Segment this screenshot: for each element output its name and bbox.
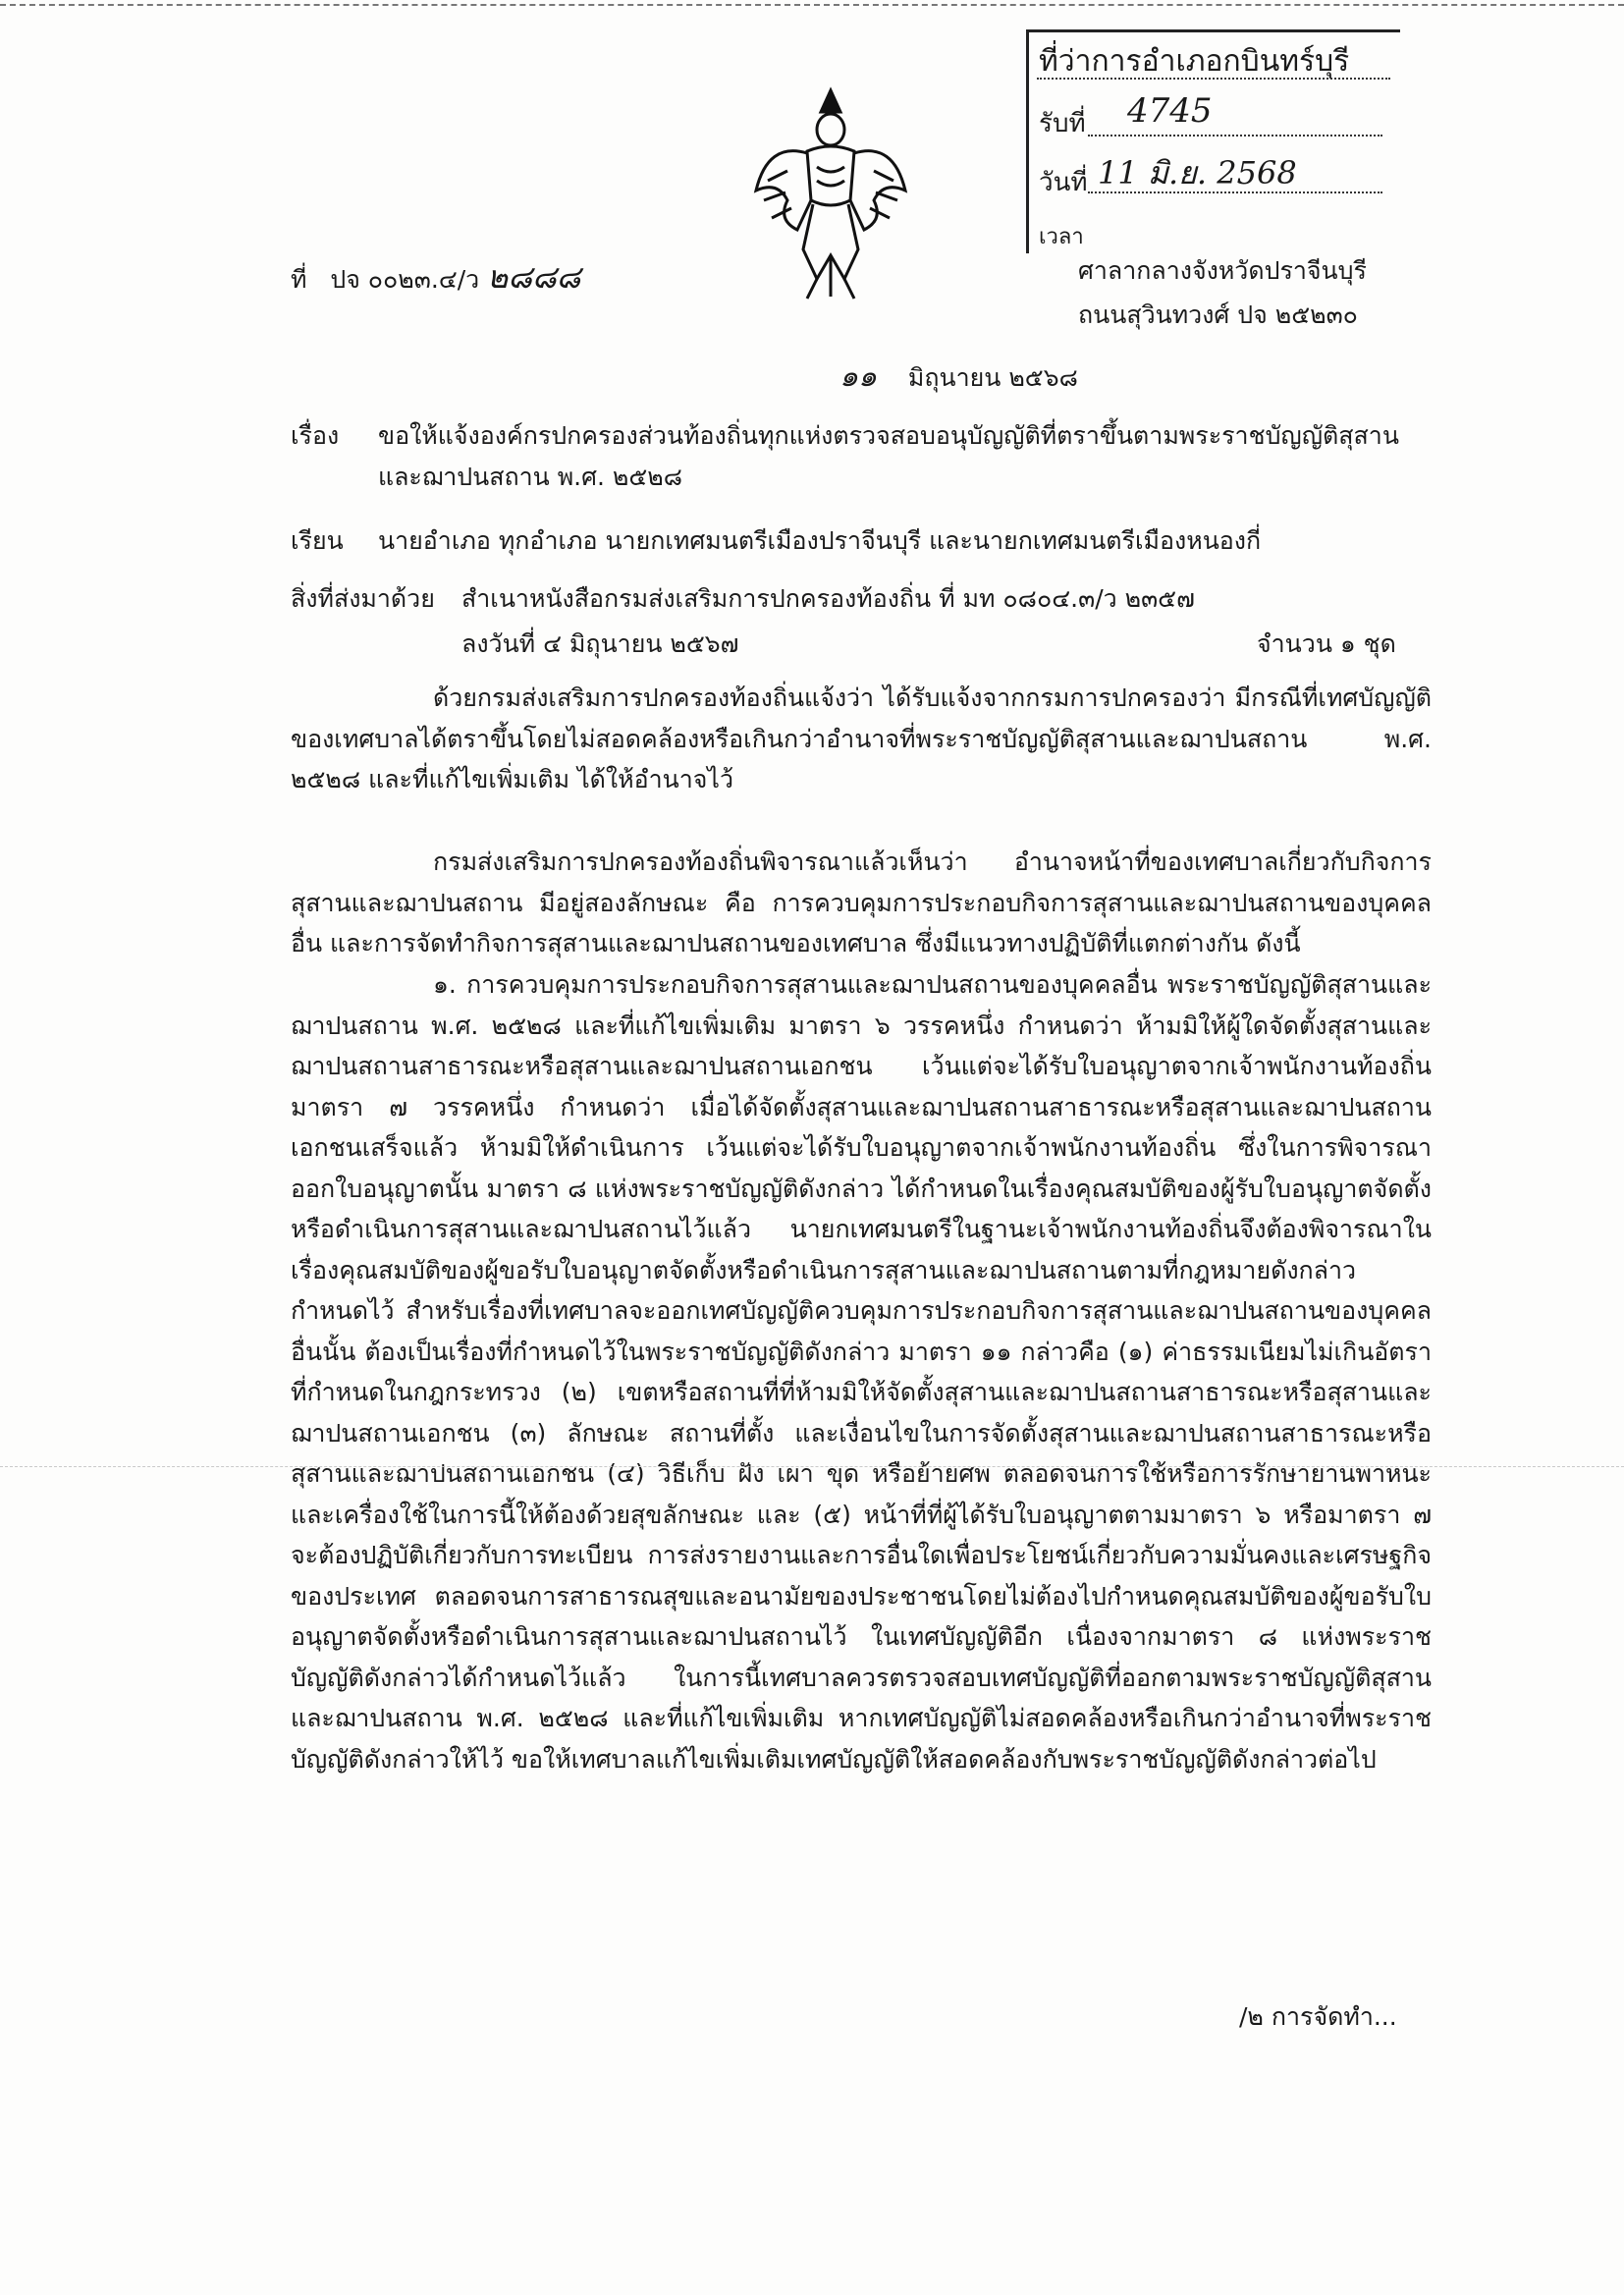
- received-stamp: [1026, 29, 1400, 253]
- stamp-time-label: เวลา: [1039, 225, 1084, 249]
- stamp-received-label: รับที่: [1039, 109, 1086, 138]
- continuation-marker: /๒ การจัดทำ...: [1239, 2002, 1397, 2031]
- paragraph-3: ๑. การควบคุมการประกอบกิจการสุสานและฌาปนสถานของบุคคลอื่น พระราชบัญญัติสุสานและฌาปนสถาน พ.ศ. ๒๕๒๘ และที่แก้ไขเพิ่มเติม มาตรา ๖ วรรคหนึ่ง กำหนดว่า ห้ามมิให้ผู้ใดจัดตั้งสุสานและฌาปนสถานสาธารณะหรือสุสานและฌาปนสถานเอกชน เว้นแต่จะได้รับใบอนุญาตจากเจ้าพนักงานท้องถิ่น มาตรา ๗ วรรคหนึ่ง กำหนดว่า เมื่อได้จัดตั้งสุสานและฌาปนสถานสาธารณะหรือสุสานและฌาปนสถานเอกชนเสร็จแล้ว ห้ามมิให้ดำเนินการ เว้นแต่จะได้รับใบอนุญาตจากเจ้าพนักงานท้องถิ่น ซึ่งในการพิจารณาออกใบอนุญาตนั้น มาตรา ๘ แห่งพระราชบัญญัติดังกล่าว ได้กำหนดในเรื่องคุณสมบัติของผู้รับใบอนุญาตจัดตั้งหรือดำเนินการสุสานและฌาปนสถานไว้แล้ว นายกเทศมนตรีในฐานะเจ้าพนักงานท้องถิ่นจึงต้องพิจารณาในเรื่องคุณสมบัติของผู้ขอรับใบอนุญาตจัดตั้งหรือดำเนินการสุสานและฌาปนสถานตามที่กฎหมายดังกล่าวกำหนดไว้ สำหรับเรื่องที่เทศบาลจะออกเทศบัญญัติควบคุมการประกอบกิจการสุสานและฌาปนสถานของบุคคลอื่นนั้น ต้องเป็นเรื่องที่กำหนดไว้ในพระราชบัญญัติดังกล่าว มาตรา ๑๑ กล่าวคือ (๑) ค่าธรรมเนียมไม่เกินอัตราที่กำหนดในกฎกระทรวง (๒) เขตหรือสถานที่ที่ห้ามมิให้จัดตั้งสุสานและฌาปนสถานสาธารณะหรือสุสานและฌาปนสถานเอกชน (๓) ลักษณะ สถานที่ตั้ง และเงื่อนไขในการจัดตั้งสุสานและฌาปนสถานสาธารณะหรือสุสานและฌาปนสถานเอกชน (๔) วิธีเก็บ ฝัง เผา ขุด หรือย้ายศพ ตลอดจนการใช้หรือการรักษายานพาหนะและเครื่องใช้ในการนี้ให้ต้องด้วยสุขลักษณะ และ (๕) หน้าที่ที่ผู้ได้รับใบอนุญาตตามมาตรา ๖ หรือมาตรา ๗ จะต้องปฏิบัติเกี่ยวกับการทะเบียน การส่งรายงานและการอื่นใดเพื่อประโยชน์เกี่ยวกับความมั่นคงและเศรษฐกิจของประเทศ ตลอดจนการสาธารณสุขและอนามัยของประชาชนโดยไม่ต้องไปกำหนดคุณสมบัติของผู้ขอรับใบอนุญาตจัดตั้งหรือดำเนินการสุสานและฌาปนสถานไว้ ในเทศบัญญัติอีก เนื่องจากมาตรา ๘ แห่งพระราชบัญญัติดังกล่าวได้กำหนดไว้แล้ว ในการนี้เทศบาลควรตรวจสอบเทศบัญญัติที่ออกตามพระราชบัญญัติสุสานและฌาปนสถาน พ.ศ. ๒๕๒๘ และที่แก้ไขเพิ่มเติม หากเทศบัญญัติไม่สอดคล้องหรือเกินกว่าอำนาจที่พระราชบัญญัติดังกล่าวให้ไว้ ขอให้เทศบาลแก้ไขเพิ่มเติมเทศบัญญัติให้สอดคล้องกับพระราชบัญญัติดังกล่าวต่อไป: [291, 970, 1432, 1774]
- date-month-year: มิถุนายน ๒๕๖๘: [907, 363, 1078, 392]
- enclosure-line-1: สำเนาหนังสือกรมส่งเสริมการปกครองท้องถิ่น ที่ มท ๐๘๐๔.๓/ว ๒๓๕๗: [461, 584, 1195, 613]
- garuda-emblem-icon: [748, 82, 913, 302]
- paragraph-1: ด้วยกรมส่งเสริมการปกครองท้องถิ่นแจ้งว่า ได้รับแจ้งจากกรมการปกครองว่า มีกรณีที่เทศบัญญัติของเทศบาลได้ตราขึ้นโดยไม่สอดคล้องหรือเกินกว่าอำนาจที่พระราชบัญญัติสุสานและฌาปนสถาน พ.ศ. ๒๕๒๘ และที่แก้ไขเพิ่มเติม ได้ให้อำนาจไว้: [291, 683, 1432, 793]
- letter-date: [839, 358, 1078, 396]
- org-name: ศาลากลางจังหวัดปราจีนบุรี: [1078, 256, 1367, 285]
- reference-line: [291, 257, 580, 297]
- ref-label: ที่: [291, 265, 307, 294]
- subject-line-1: ขอให้แจ้งองค์กรปกครองส่วนท้องถิ่นทุกแห่งตรวจสอบอนุบัญญัติที่ตราขึ้นตามพระราชบัญญัติสุสาน: [378, 421, 1399, 450]
- paragraph-2: กรมส่งเสริมการปกครองท้องถิ่นพิจารณาแล้วเห็นว่า อำนาจหน้าที่ของเทศบาลเกี่ยวกับกิจการสุสานและฌาปนสถาน มีอยู่สองลักษณะ คือ การควบคุมการประกอบกิจการสุสานและฌาปนสถานของบุคคลอื่น และการจัดทำกิจการสุสานและฌาปนสถานของเทศบาล ซึ่งมีแนวทางปฏิบัติที่แตกต่างกัน ดังนี้: [291, 847, 1432, 957]
- scan-edge-line: [0, 4, 1624, 6]
- stamp-rule: [1088, 135, 1382, 137]
- date-day: ๑๑: [839, 359, 878, 394]
- enclosure-quantity: จำนวน ๑ ชุด: [1257, 629, 1396, 658]
- stamp-office: ที่ว่าการอำเภอกบินทร์บุรี: [1039, 44, 1350, 79]
- ref-number: ปจ ๐๐๒๓.๔/ว: [330, 265, 480, 294]
- to-recipients: นายอำเภอ ทุกอำเภอ นายกเทศมนตรีเมืองปราจีนบุรี และนายกเทศมนตรีเมืองหนองกี่: [378, 526, 1262, 555]
- stamp-rule: [1088, 191, 1382, 193]
- stamp-rule: [1037, 78, 1390, 80]
- subject-label: เรื่อง: [291, 421, 340, 450]
- ref-number-handwritten: ๒๘๘๘: [487, 258, 581, 296]
- stamp-date-value: 11 มิ.ย. 2568: [1098, 154, 1297, 191]
- stamp-received-no: 4745: [1127, 91, 1213, 131]
- enclosure-line-2: ลงวันที่ ๔ มิถุนายน ๒๕๖๗: [461, 629, 739, 658]
- subject-line-2: และฌาปนสถาน พ.ศ. ๒๕๒๘: [378, 463, 683, 491]
- scan-artifact-line: [0, 1466, 1624, 1467]
- enclosure-label: สิ่งที่ส่งมาด้วย: [291, 584, 435, 613]
- stamp-date-label: วันที่: [1039, 168, 1088, 197]
- org-address: ถนนสุวินทวงศ์ ปจ ๒๕๒๓๐: [1078, 301, 1358, 329]
- to-label: เรียน: [291, 526, 344, 555]
